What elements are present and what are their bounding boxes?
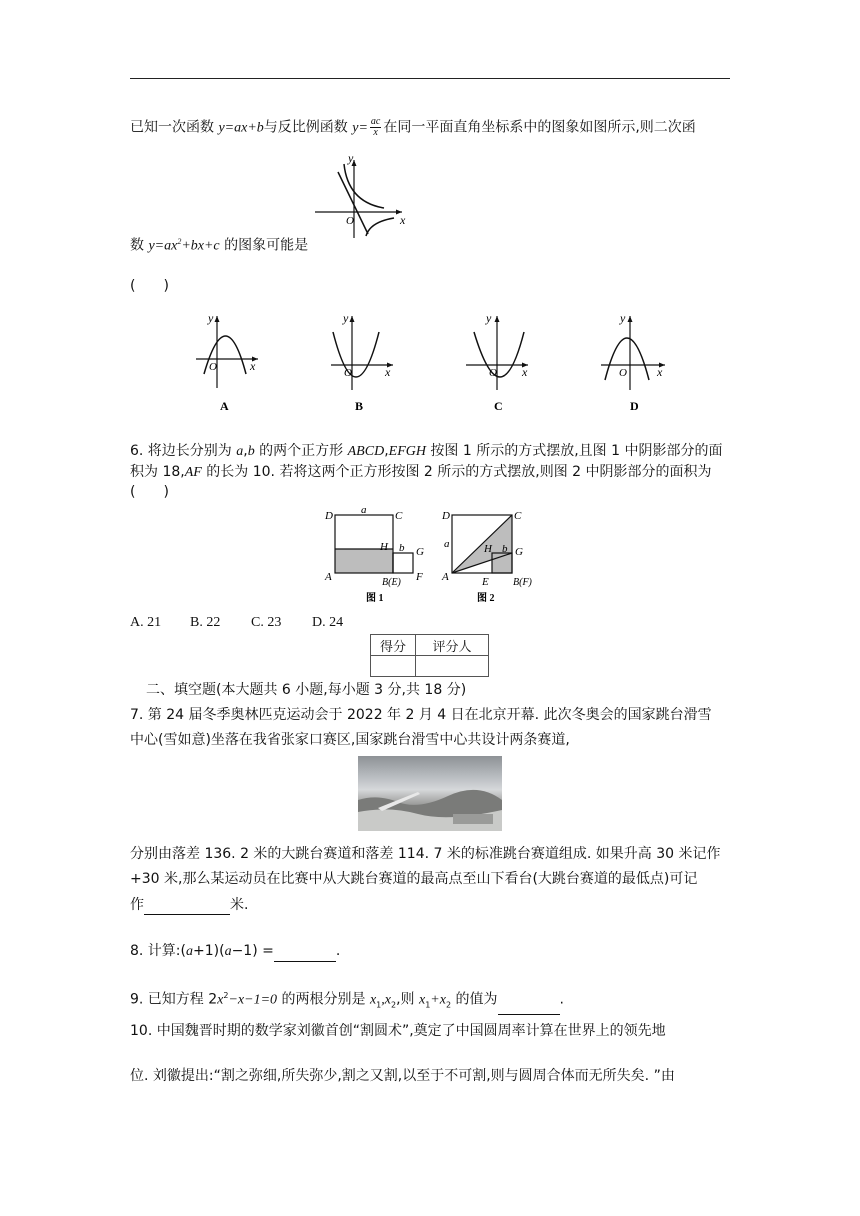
option-label-d: D <box>630 399 639 413</box>
q6-square-efgh: EFGH <box>388 444 426 459</box>
origin-label: O <box>619 367 627 379</box>
q5-option-graph-a <box>190 310 275 415</box>
q9-subscript: 1 <box>425 1000 431 1010</box>
q5-text: 已知一次函数 <box>130 119 219 136</box>
q7-line3: 分别由落差 136. 2 米的大跳台赛道和落差 114. 7 米的标准跳台赛道组成. 如果升高 30 米记作 <box>130 846 721 862</box>
axis-label-x: x <box>250 359 256 373</box>
q5-text: 在同一平面直角坐标系中的图象如图所示,则二次函 <box>383 119 696 136</box>
origin-label: O <box>489 367 497 379</box>
label-g: G <box>515 546 523 558</box>
q8-text: −1) = <box>231 943 274 959</box>
axis-label-x: x <box>385 365 391 379</box>
label-h: H <box>484 543 492 555</box>
q6-text: 积为 18, <box>130 464 185 480</box>
q6-choice-b: B. 22 <box>190 615 221 630</box>
q6-line1 <box>130 441 722 462</box>
q9-text: 的两根分别是 <box>277 991 370 1008</box>
q5-option-graph-b <box>325 310 410 415</box>
q5-option-graph-d <box>597 310 682 415</box>
q10-line1: 10. 中国魏晋时期的数学家刘徽首创“割圆术”,奠定了中国圆周率计算在世界上的领先地 <box>130 1023 666 1039</box>
header-rule <box>130 78 730 79</box>
q6-figure-2 <box>440 503 540 608</box>
q5-quadratic-exponent: 2 <box>177 237 182 246</box>
label-b-e: B(E) <box>382 577 401 588</box>
q6-answer-paren: ( ) <box>130 484 169 500</box>
q8-line <box>130 941 340 962</box>
q6-figure-1 <box>318 503 438 608</box>
q9-subscript: 1 <box>376 1000 382 1010</box>
q8-text: +1)( <box>193 943 225 959</box>
q6-text: , <box>384 443 389 459</box>
q7-line5 <box>130 895 248 915</box>
option-label-b: B <box>355 399 364 413</box>
q5-text: 的图象可能是 <box>219 237 309 254</box>
grader-cell[interactable] <box>416 656 489 677</box>
q9-exponent: 2 <box>223 991 229 1000</box>
q9-subscript: 2 <box>390 1000 397 1010</box>
q5-inverse-fraction <box>370 117 381 138</box>
label-a: a <box>361 504 367 516</box>
label-d: D <box>442 510 450 522</box>
q5-line2 <box>130 232 308 257</box>
label-d: D <box>325 510 333 522</box>
q6-text: 6. 将边长分别为 <box>130 443 237 459</box>
q8-text: . <box>335 943 341 959</box>
label-a-point: A <box>442 571 449 583</box>
ski-jump-photo <box>358 756 502 831</box>
q7-line1: 7. 第 24 届冬季奥林匹克运动会于 2022 年 2 月 4 日在北京开幕. 此次冬奥会的国家跳台滑雪 <box>130 707 712 723</box>
q9-subscript: 2 <box>445 1000 452 1010</box>
q8-var: a <box>224 944 232 959</box>
q10-line2: 位. 刘徽提出:“割之弥细,所失弥少,割之又割,以至于不可割,则与圆周合体而无所失矣. ”由 <box>130 1068 675 1084</box>
origin-label: O <box>346 215 354 227</box>
q5-quadratic-rest: +bx+c <box>181 238 220 254</box>
q6-choice-c: C. 23 <box>251 615 282 630</box>
q5-text: 数 <box>130 237 149 254</box>
q6-square-abcd: ABCD <box>347 444 385 459</box>
ski-jump-photo-drawing <box>358 756 502 831</box>
q5-line1 <box>130 117 696 139</box>
q5-inverse-y: y= <box>352 120 368 136</box>
q7-line2: 中心(雪如意)坐落在我省张家口赛区,国家跳台滑雪中心共设计两条赛道, <box>130 732 570 748</box>
q9-text: ,则 <box>396 991 419 1008</box>
q9-root: x <box>418 992 426 1008</box>
label-b: b <box>502 543 508 555</box>
q6-line2 <box>130 462 712 483</box>
q6-choice-a: A. 21 <box>130 615 162 630</box>
q9-text: 9. 已知方程 2 <box>130 991 218 1008</box>
origin-label: O <box>209 361 217 373</box>
q5-option-graph-c <box>460 310 545 415</box>
q5-answer-paren: ( ) <box>130 278 169 294</box>
q5-quadratic: y=ax <box>148 238 178 254</box>
q9-answer-blank[interactable] <box>498 1000 560 1015</box>
q9-var: x <box>217 992 224 1008</box>
axis-label-y: y <box>620 311 626 325</box>
label-e: E <box>482 576 489 588</box>
q6-choice-d: D. 24 <box>312 615 344 630</box>
q6-var-a: a <box>236 444 244 459</box>
q5-text: 与反比例函数 <box>263 119 353 136</box>
q7-line4: +30 米,那么某运动员在比赛中从大跳台赛道的最高点至山下看台(大跳台赛道的最低点)可记 <box>130 871 698 887</box>
label-b: b <box>399 542 405 554</box>
label-g: G <box>416 546 424 558</box>
axis-label-y: y <box>348 151 354 165</box>
grader-header: 评分人 <box>416 635 489 656</box>
label-a-point: A <box>325 571 332 583</box>
section-2-title: 二、填空题(本大题共 6 小题,每小题 3 分,共 18 分) <box>146 682 467 698</box>
figure-caption-2: 图 2 <box>477 593 495 604</box>
label-a: a <box>444 538 450 550</box>
label-c: C <box>514 510 522 522</box>
label-c: C <box>395 510 403 522</box>
label-b-f: B(F) <box>513 577 532 588</box>
q9-root: +x <box>430 992 446 1008</box>
score-cell[interactable] <box>371 656 416 677</box>
q7-answer-blank[interactable] <box>144 900 230 915</box>
origin-label: O <box>344 367 352 379</box>
fraction-denominator: x <box>373 127 378 138</box>
axis-label-y: y <box>486 311 492 325</box>
q7-text: 米. <box>230 897 249 913</box>
score-header: 得分 <box>371 635 416 656</box>
figure-caption-1: 图 1 <box>366 593 384 604</box>
q5-reference-graph <box>310 150 410 240</box>
option-label-a: A <box>220 399 229 413</box>
q9-text: . <box>559 991 564 1008</box>
q8-var: a <box>186 944 193 959</box>
fraction-numerator: ac <box>370 116 381 127</box>
q9-root: ,x <box>381 992 391 1008</box>
score-table <box>370 634 489 677</box>
axis-label-y: y <box>208 311 214 325</box>
q9-text: 的值为 <box>451 991 498 1008</box>
q8-text: 8. 计算:( <box>130 943 186 959</box>
option-label-c: C <box>494 399 503 413</box>
axis-label-x: x <box>400 213 406 227</box>
q7-text: 作 <box>130 897 144 913</box>
q5-linear-function: y=ax+b <box>218 120 264 136</box>
axis-label-y: y <box>343 311 349 325</box>
q6-var-b: b <box>247 444 255 459</box>
q6-text: 的长为 10. 若将这两个正方形按图 2 所示的方式摆放,则图 2 中阴影部分的面积为 <box>201 464 712 480</box>
q9-equation: −x−1=0 <box>228 992 278 1008</box>
axis-label-x: x <box>657 365 663 379</box>
q6-segment-af: AF <box>184 465 202 480</box>
q8-answer-blank[interactable] <box>274 947 336 962</box>
label-f: F <box>416 571 423 583</box>
q6-text: 的两个正方形 <box>254 443 348 459</box>
label-h: H <box>380 541 388 553</box>
q6-text: 按图 1 所示的方式摆放,且图 1 中阴影部分的面 <box>425 443 723 459</box>
q6-text: , <box>243 443 248 459</box>
q9-line <box>130 986 564 1015</box>
axis-label-x: x <box>522 365 528 379</box>
q9-root: x <box>369 992 377 1008</box>
